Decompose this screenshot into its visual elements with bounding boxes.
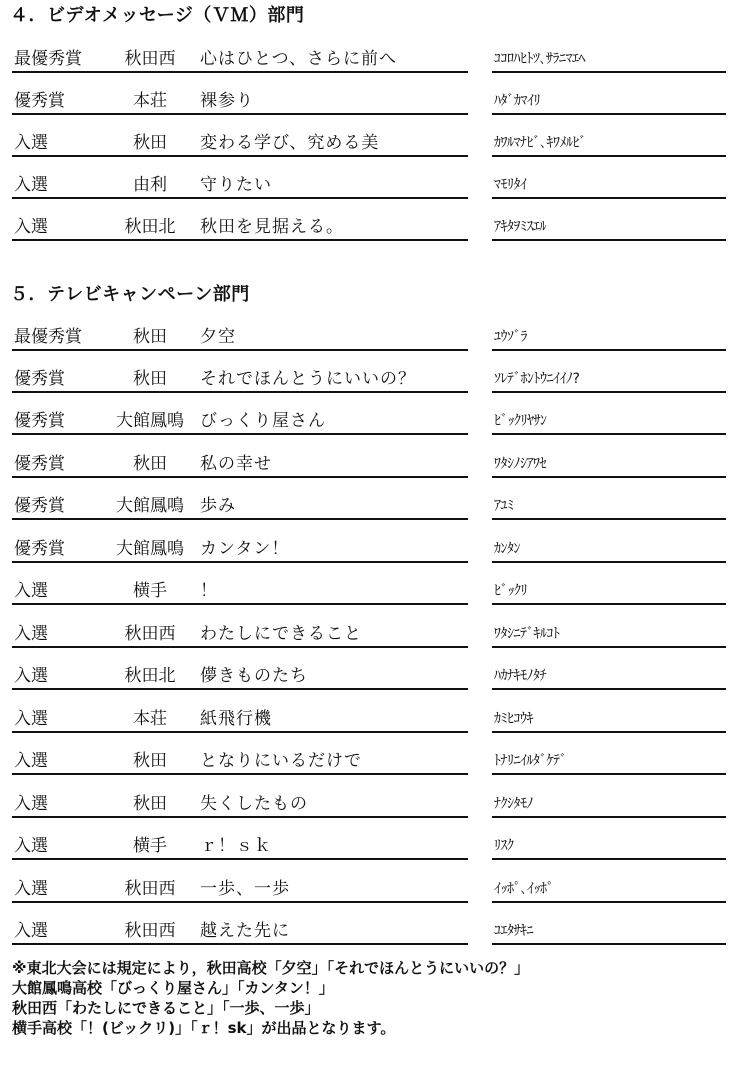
award-name: 最優秀賞 — [14, 327, 82, 347]
award-name: 入選 — [14, 794, 48, 814]
award-row — [0, 817, 754, 860]
award-row — [0, 114, 754, 157]
work-title-kana: ﾋﾞｯｸﾘﾔｻﾝ — [494, 413, 547, 429]
work-title: 裸参り — [200, 91, 254, 111]
work-title: 失くしたもの — [200, 794, 308, 814]
work-title: カンタン！ — [200, 539, 290, 559]
school-name: 大館鳳鳴 — [116, 539, 184, 559]
school-name: 秋田 — [133, 369, 167, 389]
note-line: 秋田西「わたしにできること」「一歩、一歩」 — [12, 999, 320, 1017]
school-name: 本荘 — [133, 709, 167, 729]
award-name: 優秀賞 — [14, 411, 65, 431]
award-name: 入選 — [14, 666, 48, 686]
note-line: 横手高校「！(ビックリ)」「ｒ！sk」が出品となります。 — [12, 1019, 396, 1037]
underline-rule — [12, 239, 468, 241]
work-title: 守りたい — [200, 175, 272, 195]
work-title-kana: ｺｺﾛﾊﾋﾄﾂ､ｻﾗﾆﾏｴﾍ — [494, 51, 585, 67]
work-title: 秋田を見据える。 — [200, 217, 344, 237]
work-title-kana: ﾕｳｿﾞﾗ — [494, 329, 527, 345]
work-title-kana: ﾊｶﾅｷﾓﾉﾀﾁ — [494, 668, 546, 684]
award-name: 優秀賞 — [14, 539, 65, 559]
school-name: 秋田 — [133, 794, 167, 814]
work-title-kana: ﾅｸｼﾀﾓﾉ — [494, 796, 533, 812]
school-name: 秋田西 — [124, 921, 176, 941]
work-title-kana: ｱｷﾀｦﾐｽｴﾙ — [494, 219, 546, 235]
work-title: びっくり屋さん — [200, 411, 326, 431]
note-line: ※東北大会には規定により，秋田高校「夕空」「それでほんとうにいいの？」 — [12, 959, 530, 977]
school-name: 由利 — [133, 175, 167, 195]
award-name: 優秀賞 — [14, 496, 65, 516]
award-row — [0, 860, 754, 903]
work-title-kana: ﾜﾀｼﾉｼｱﾜｾ — [494, 456, 546, 472]
work-title-kana: ﾋﾞｯｸﾘ — [494, 583, 527, 599]
award-name: 優秀賞 — [14, 454, 65, 474]
work-title-kana: ｶﾜﾙﾏﾅﾋﾞ､ｷﾜﾒﾙﾋﾞ — [494, 135, 586, 151]
work-title: わたしにできること — [200, 624, 362, 644]
award-name: 入選 — [14, 624, 48, 644]
school-name: 秋田 — [133, 327, 167, 347]
award-name: 入選 — [14, 217, 48, 237]
work-title-kana: ｿﾚﾃﾞﾎﾝﾄｳﾆｲｲﾉ? — [494, 371, 580, 387]
award-name: 入選 — [14, 879, 48, 899]
award-row — [0, 435, 754, 478]
work-title-kana: ﾏﾓﾘﾀｲ — [494, 177, 527, 193]
work-title: ｒ！ｓｋ — [200, 836, 272, 856]
work-title: 変わる学び、究める美 — [200, 133, 380, 153]
work-title: 越えた先に — [200, 921, 290, 941]
work-title: 紙飛行機 — [200, 709, 272, 729]
underline-rule — [12, 943, 468, 945]
work-title-kana: ﾊﾀﾞｶﾏｲﾘ — [494, 93, 540, 109]
award-row — [0, 392, 754, 435]
award-name: 入選 — [14, 581, 48, 601]
award-row — [0, 562, 754, 605]
work-title-kana: ｲｯﾎﾟ､ｲｯﾎﾟ — [494, 881, 554, 897]
work-title: となりにいるだけで — [200, 751, 362, 771]
award-row — [0, 72, 754, 115]
school-name: 秋田西 — [124, 879, 176, 899]
award-name: 入選 — [14, 751, 48, 771]
school-name: 秋田北 — [124, 217, 176, 237]
award-name: 入選 — [14, 836, 48, 856]
award-row — [0, 647, 754, 690]
award-row — [0, 605, 754, 648]
award-row — [0, 520, 754, 563]
school-name: 秋田 — [133, 751, 167, 771]
work-title: 儚きものたち — [200, 666, 308, 686]
regional-entry-note — [12, 958, 742, 1038]
kana-underline-rule — [492, 943, 726, 945]
school-name: 大館鳳鳴 — [116, 411, 184, 431]
work-title-kana: ﾄﾅﾘﾆｲﾙﾀﾞｹﾃﾞ — [494, 753, 567, 769]
award-row — [0, 690, 754, 733]
school-name: 秋田北 — [124, 666, 176, 686]
work-title: 私の幸せ — [200, 454, 272, 474]
work-title-kana: ｺｴﾀｻｷﾆ — [494, 923, 533, 939]
school-name: 横手 — [133, 581, 167, 601]
section-title-vm: ４．ビデオメッセージ（ＶＭ）部門 — [10, 5, 305, 26]
work-title: 歩み — [200, 496, 236, 516]
work-title-kana: ｱﾕﾐ — [494, 498, 514, 514]
award-row — [0, 156, 754, 199]
school-name: 大館鳳鳴 — [116, 496, 184, 516]
award-row — [0, 350, 754, 393]
school-name: 横手 — [133, 836, 167, 856]
school-name: 本荘 — [133, 91, 167, 111]
award-name: 入選 — [14, 133, 48, 153]
award-name: 入選 — [14, 175, 48, 195]
award-row — [0, 775, 754, 818]
school-name: 秋田西 — [124, 624, 176, 644]
award-row — [0, 732, 754, 775]
section-title-tv-campaign: ５．テレビキャンペーン部門 — [10, 284, 250, 305]
work-title: 一歩、一歩 — [200, 879, 290, 899]
school-name: 秋田西 — [124, 49, 176, 69]
school-name: 秋田 — [133, 454, 167, 474]
award-row — [0, 477, 754, 520]
kana-underline-rule — [492, 239, 726, 241]
award-name: 入選 — [14, 921, 48, 941]
award-row — [0, 308, 754, 351]
award-name: 入選 — [14, 709, 48, 729]
award-row — [0, 198, 754, 241]
award-name: 優秀賞 — [14, 369, 65, 389]
work-title-kana: ﾜﾀｼﾆﾃﾞｷﾙｺﾄ — [494, 626, 560, 642]
school-name: 秋田 — [133, 133, 167, 153]
work-title-kana: ｶﾝﾀﾝ — [494, 541, 520, 557]
work-title-kana: ﾘｽｸ — [494, 838, 514, 854]
award-row — [0, 902, 754, 945]
award-name: 最優秀賞 — [14, 49, 82, 69]
note-line: 大館鳳鳴高校「びっくり屋さん」「カンタン！」 — [12, 979, 334, 997]
work-title: ！ — [200, 581, 218, 601]
work-title: 心はひとつ、さらに前へ — [200, 49, 397, 69]
work-title: それでほんとうにいいの？ — [200, 369, 416, 389]
award-name: 優秀賞 — [14, 91, 65, 111]
work-title: 夕空 — [200, 327, 236, 347]
work-title-kana: ｶﾐﾋｺｳｷ — [494, 711, 533, 727]
award-row — [0, 30, 754, 73]
